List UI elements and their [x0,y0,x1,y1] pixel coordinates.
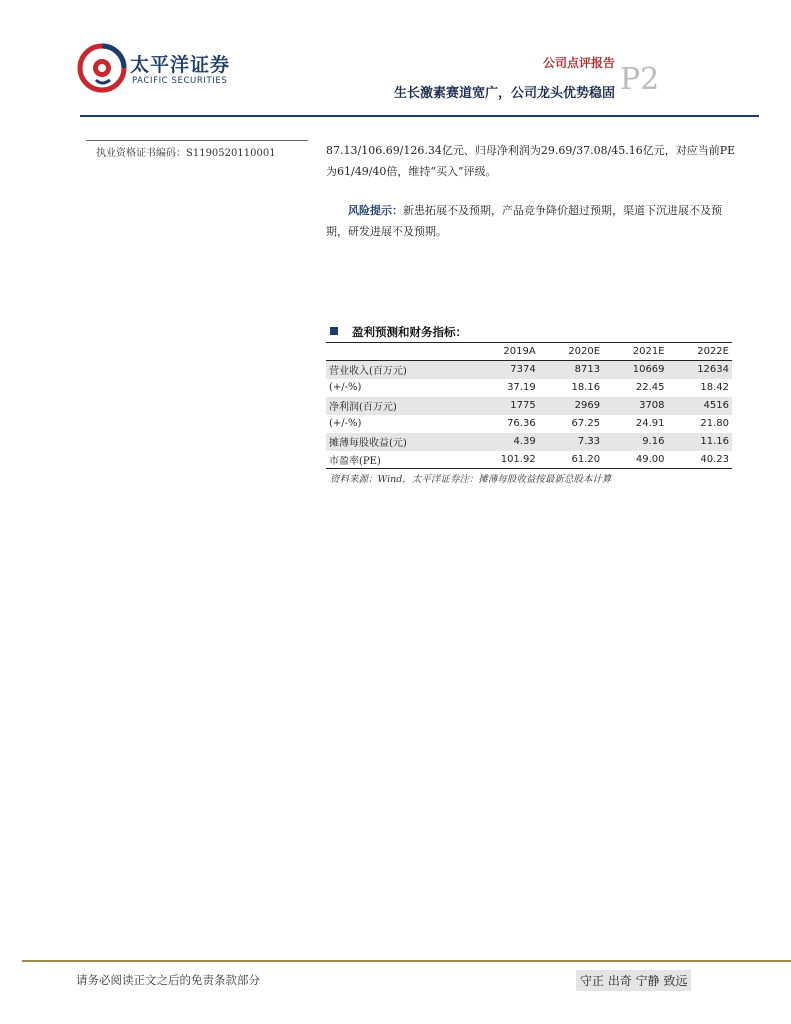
report-title: 生长激素赛道宽广，公司龙头优势稳固 [393,86,615,101]
table-cell: 101.92 [500,453,536,465]
table-cell: 18.42 [700,382,729,393]
table-header-row [326,343,732,361]
risk-label: 风险提示： [348,204,403,217]
table-cell: 18.16 [571,382,601,393]
table-cell: 49.00 [635,453,665,465]
row-label: 市盈率(PE) [329,455,381,467]
table-row [326,433,732,451]
table-cell: 21.80 [700,418,729,429]
table-cell: 76.36 [507,418,536,429]
table-row [326,397,732,415]
table-cell: 9.16 [642,436,665,447]
company-logo [76,42,236,94]
page-number: P2 [620,62,660,97]
certificate-number: 执业资格证书编码：S1190520110001 [96,148,276,159]
forecast-paragraph: 87.13/106.69/126.34亿元、归母净利润为29.69/37.08/45.16亿元，对应当前PE为61/49/40倍，维持“买入”评级。 [326,144,736,178]
table-cell: 11.16 [700,436,729,447]
table-title-text: 盈利预测和财务指标： [352,325,467,339]
table-cell: 22.45 [635,382,665,393]
table-cell: 40.23 [700,453,729,465]
table-row [326,361,732,379]
financial-table [326,342,732,469]
table-cell: 10669 [632,364,665,376]
risk-paragraph [326,200,736,242]
square-bullet-icon [330,327,338,335]
risk-text: 新患拓展不及预期，产品竞争降价超过预期，渠道下沉进展不及预期，研发进展不及预期。 [326,204,722,238]
table-row [326,379,732,397]
table-cell: 4.39 [513,436,536,447]
table-row [326,415,732,433]
column-header: 2020E [568,346,601,357]
logo-english-name: PACIFIC SECURITIES [132,76,228,86]
report-type: 公司点评报告 [542,56,615,70]
table-source-note: 资料来源：Wind，太平洋证券注：摊薄每股收益按最新总股本计算 [330,474,612,485]
column-header: 2019A [503,346,536,357]
logo-chinese-name: 太平洋证券 [130,54,231,76]
row-label: 摊薄每股收益(元) [329,438,407,449]
column-header [326,343,469,361]
table-cell: 2969 [574,400,601,411]
sidebar-divider [86,140,308,141]
pacific-securities-logo-icon [76,42,128,94]
table-cell: 12634 [697,364,729,376]
table-cell: 4516 [703,400,729,411]
column-header: 2022E [697,346,729,357]
column-header: 2021E [632,346,665,357]
table-cell: 8713 [574,364,601,376]
table-cell: 3708 [639,400,665,411]
table-cell: 7374 [510,364,536,376]
row-label: (+/-%) [329,418,362,429]
footer-disclaimer: 请务必阅读正文之后的免责条款部分 [76,973,260,987]
table-row [326,451,732,469]
table-cell: 24.91 [635,418,665,429]
table-cell: 37.19 [507,382,536,393]
table-cell: 67.25 [571,418,601,429]
row-label: 净利润(百万元) [329,402,397,413]
footer-divider [22,960,791,962]
table-cell: 1775 [510,400,536,411]
row-label: (+/-%) [329,382,362,393]
footer-slogan: 守正 出奇 宁静 致远 [576,970,691,991]
header-divider [80,115,759,117]
table-cell: 7.33 [577,436,601,447]
row-label: 营业收入(百万元) [329,366,407,378]
table-title [330,324,467,340]
table-cell: 61.20 [571,453,601,465]
